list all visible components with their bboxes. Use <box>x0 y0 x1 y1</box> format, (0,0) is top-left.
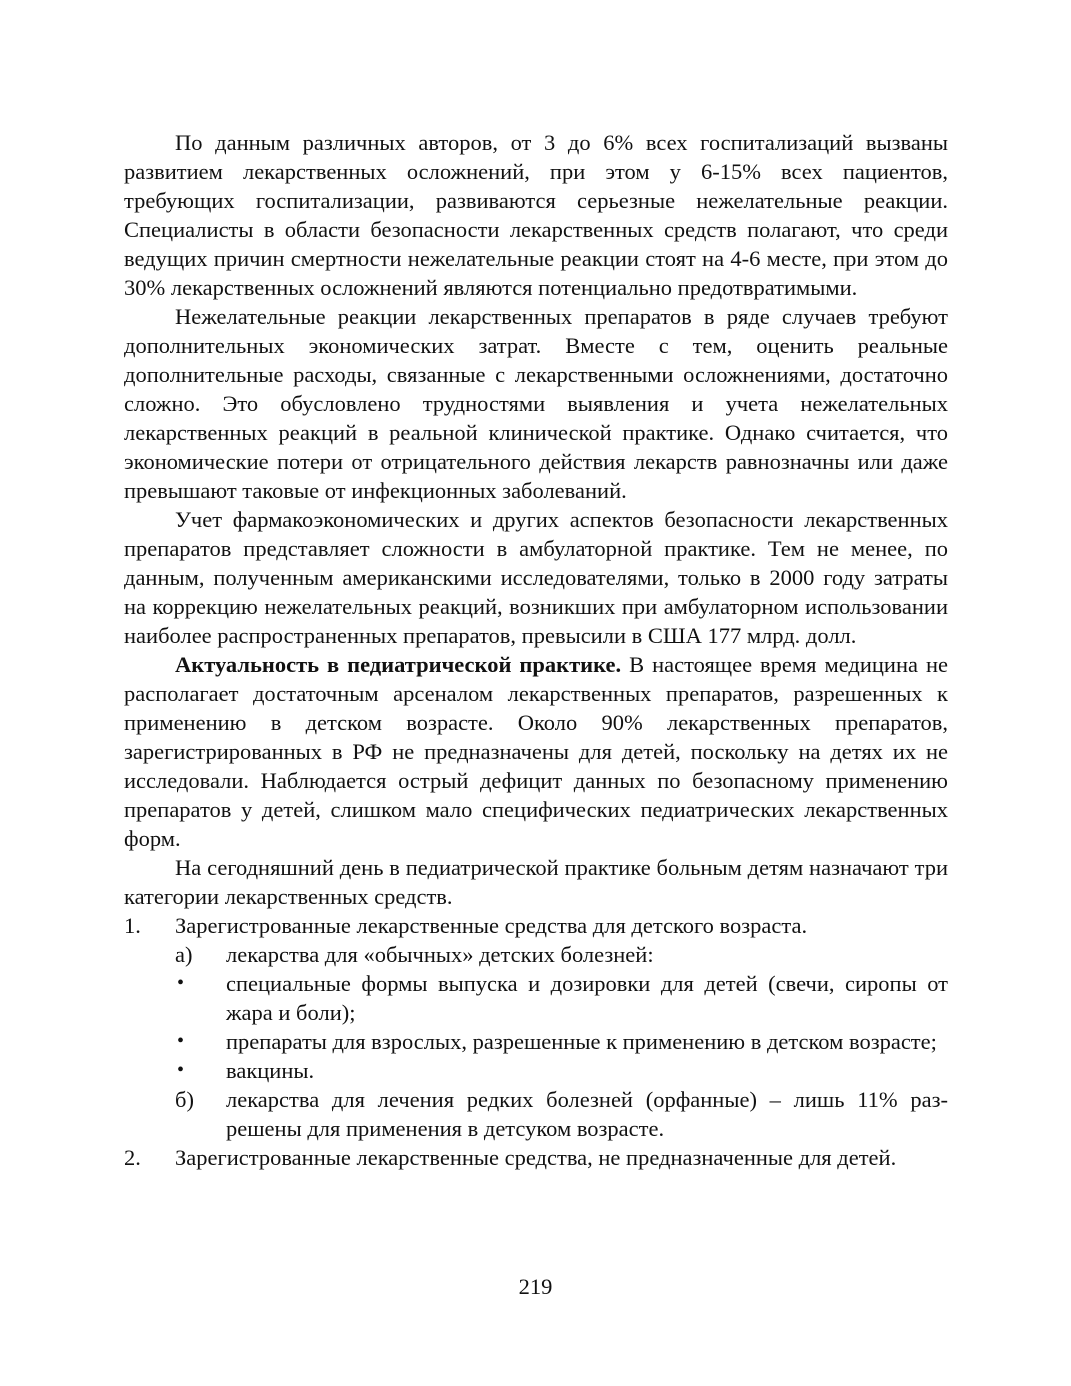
bullet-icon: • <box>177 1059 185 1081</box>
list-item-text: лекарства для лечения редких болезней (орфанные) – лишь 11% разрешены для применения в детсуком возрасте. <box>226 1087 948 1141</box>
paragraph-4 <box>124 650 948 853</box>
list-item-text: препараты для взрослых, разрешенные к применению в детском возрасте; <box>226 1029 937 1054</box>
list-marker: 2. <box>124 1145 141 1170</box>
paragraph-3-text: Учет фармакоэкономических и других аспектов безопасности лекарственных препаратов представляет сложности в амбулаторной практике. Тем не менее, по данным, полученным американскими исследователями, только в 2000 году затраты на коррекцию нежелательных реакций, возникших при амбулаторном использовании наиболее распространенных препаратов, превысили в США 177 млрд. долл. <box>124 507 948 648</box>
list-item-text: лекарства для «обычных» детских болезней: <box>226 942 654 967</box>
list-item-bullet-3 <box>124 1056 948 1085</box>
paragraph-2-text: Нежелательные реакции лекарственных препаратов в ряде случаев требуют дополнительных экономических затрат. Вместе с тем, оценить реальные дополнительные расходы, связанные с лекарственными осложнениями, достаточно сложно. Это обусловлено трудностями выявления и учета нежелательных лекарственных реакций в реальной клинической практике. Однако считается, что экономические потери от отрицательного действия лекарств равнозначны или даже превышают таковые от инфекционных заболеваний. <box>124 304 948 503</box>
list-marker: б) <box>175 1087 194 1112</box>
list-item-text: вакцины. <box>226 1058 315 1083</box>
list-marker: 1. <box>124 913 141 938</box>
list-item-bullet-2 <box>124 1027 948 1056</box>
list-item-2 <box>124 1143 948 1172</box>
paragraph-5 <box>124 853 948 911</box>
bullet-icon: • <box>177 972 185 994</box>
list-item-1a <box>124 940 948 969</box>
paragraph-5-text: На сегодняшний день в педиатрической практике больным детям назначают три категории лекарственных средств. <box>124 855 948 909</box>
list-item-1b <box>124 1085 948 1143</box>
list-marker: а) <box>175 942 193 967</box>
paragraph-2 <box>124 302 948 505</box>
bullet-icon: • <box>177 1030 185 1052</box>
list-item-bullet-1 <box>124 969 948 1027</box>
list-item-text: Зарегистрованные лекарственные средства, не предназначенные для детей. <box>175 1145 897 1170</box>
paragraph-4-lead: Актуальность в педиатрической практике. <box>175 652 622 677</box>
list-item-text: Зарегистрованные лекарственные средства для детского возраста. <box>175 913 808 938</box>
list-item-text: специальные формы выпуска и дозировки для детей (свечи, сиропы от жара и боли); <box>226 971 948 1025</box>
paragraph-1 <box>124 128 948 302</box>
paragraph-1-text: По данным различных авторов, от 3 до 6% всех госпитализаций вызваны развитием лекарственных осложнений, при этом у 6-15% всех пациентов, требующих госпитализации, развиваются серьезные нежелательные реакции. Специалисты в области безопасности лекарственных средств полагают, что среди ведущих причин смертности нежелательные реакции стоят на 4-6 месте, при этом до 30% лекарственных осложнений являются потенциально предотвратимыми. <box>124 130 948 300</box>
page-number: 219 <box>518 1274 553 1299</box>
page-body <box>124 128 948 1172</box>
list-item-1 <box>124 911 948 940</box>
paragraph-3 <box>124 505 948 650</box>
paragraph-4-text: В настоящее время медицина не располагает достаточным арсеналом лекарственных препаратов, разрешенных к применению в детском возрасте. Около 90% лекарственных препаратов, зарегистрированных в РФ не предназначены для детей, поскольку на детях их не исследовали. Наблюдается острый дефицит данных по безопасному применению препаратов у детей, слишком мало специфических педиатрических лекарственных форм. <box>124 652 948 851</box>
